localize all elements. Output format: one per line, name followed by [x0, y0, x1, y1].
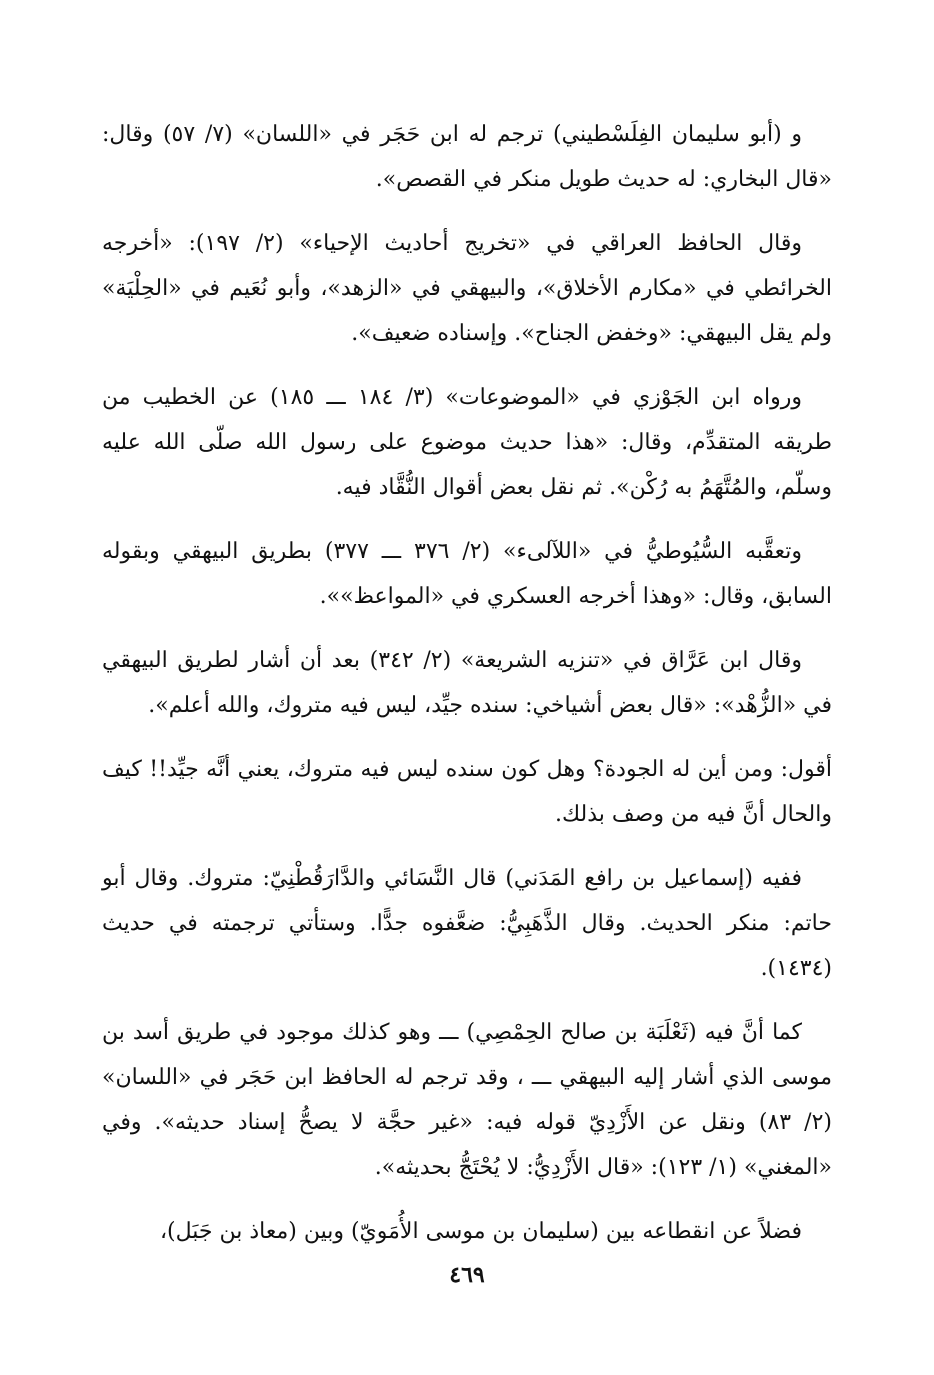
document-body	[102, 112, 832, 1273]
paragraph-4: وتعقَّبه السُّيُوطيُّ في «اللآلىء» (٢/ ٣٧٦ ـــ ٣٧٧) بطريق البيهقي وبقوله السابق، وقال: «وهذا أخرجه العسكري في «المواعظ»».	[102, 539, 832, 609]
paragraph-2: وقال الحافظ العراقي في «تخريج أحاديث الإحياء» (٢/ ١٩٧): «أخرجه الخرائطي في «مكارم الأخلاق»، والبيهقي في «الزهد»، وأبو نُعَيم في «الحِلْيَة» ولم يقل البيهقي: «وخفض الجناح». وإسناده ضعيف».	[102, 231, 832, 346]
paragraph-7: ففيه (إسماعيل بن رافع المَدَني) قال النَّسَائي والدَّارَقُطْنِيّ: متروك. وقال أبو حاتم: منكر الحديث. وقال الذَّهَبِيُّ: ضعَّفوه جدًّا. وستأتي ترجمته في حديث (١٤٣٤).	[102, 866, 832, 981]
page-number: ٤٦٩	[449, 1262, 485, 1288]
paragraph-5: وقال ابن عَرَّاق في «تنزيه الشريعة» (٢/ ٣٤٢) بعد أن أشار لطريق البيهقي في «الزُّهْد»: «قال بعض أشياخي: سنده جيِّد، ليس فيه متروك، والله أعلم».	[102, 648, 832, 718]
paragraph-8: كما أنَّ فيه (ثَعْلَبَة بن صالح الحِمْصِي) ـــ وهو كذلك موجود في طريق أسد بن موسى الذي أشار إليه البيهقي ـــ ، وقد ترجم له الحافظ ابن حَجَر في «اللسان» (٢/ ٨٣) ونقل عن الأَزْدِيّ قوله فيه: «غير حجَّة لا يصحُّ إسناد حديثه». وفي «المغني» (١/ ١٢٣): «قال الأَزْدِيُّ: لا يُحْتَجُّ بحديثه».	[102, 1020, 833, 1180]
paragraph-6: أقول: ومن أين له الجودة؟ وهل كون سنده ليس فيه متروك، يعني أنَّه جيِّد!! كيف والحال أنَّ فيه من وصف بذلك.	[102, 757, 832, 827]
paragraph-3: ورواه ابن الجَوْزي في «الموضوعات» (٣/ ١٨٤ ـــ ١٨٥) عن الخطيب من طريقه المتقدِّم، وقال: «هذا حديث موضوع على رسول الله صلّى الله عليه وسلّم، والمُتَّهَمُ به رُكْن». ثم نقل بعض أقوال النُّقَّاد فيه.	[102, 385, 832, 500]
paragraph-1: و (أبو سليمان الفِلَسْطيني) ترجم له ابن حَجَر في «اللسان» (٧/ ٥٧) وقال: «قال البخاري: له حديث طويل منكر في القصص».	[102, 122, 832, 192]
paragraph-9: فضلاً عن انقطاعه بين (سليمان بن موسى الأُمَويّ) وبين (معاذ بن جَبَل)،	[159, 1219, 802, 1244]
